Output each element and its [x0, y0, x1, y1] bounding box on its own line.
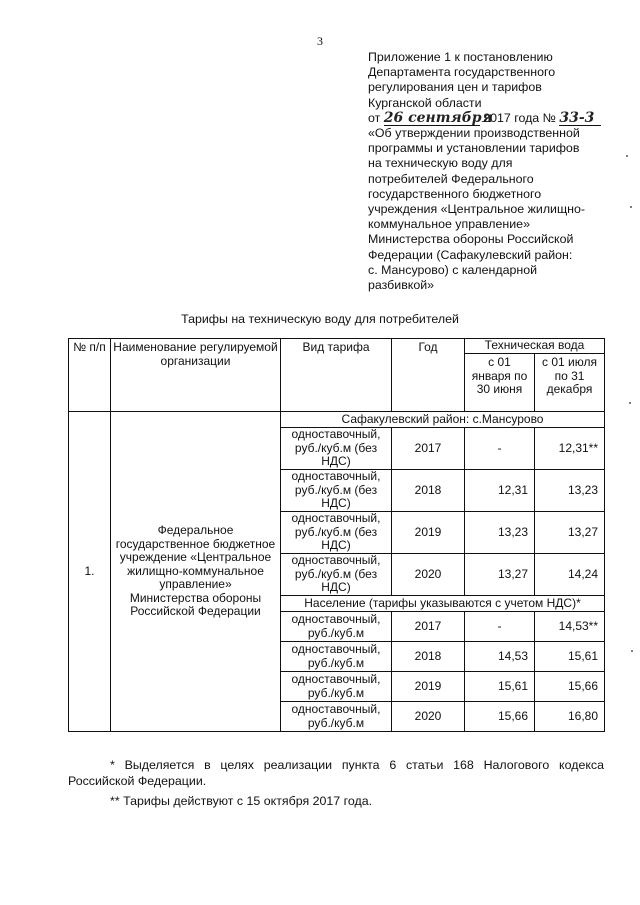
scan-speck	[629, 402, 631, 404]
appendix-line: на техническую воду для	[368, 156, 513, 171]
organization-name: Федеральное государственное бюджетное учреждение «Центральное жилищно-коммунальное управление»	[115, 523, 276, 592]
tariff-period2: 15,66	[535, 672, 605, 702]
tariff-period1: 15,66	[465, 702, 535, 732]
tariff-period1: -	[465, 612, 535, 642]
header-period2: с 01 июля по 31 декабря	[535, 354, 605, 412]
date-prefix: от	[368, 110, 381, 125]
tariff-period1: 14,53	[465, 642, 535, 672]
tariff-period2: 14,53**	[535, 612, 605, 642]
tariff-year: 2020	[392, 554, 465, 596]
scan-speck	[631, 650, 633, 652]
header-year: Год	[392, 339, 465, 412]
tariff-period1: -	[465, 428, 535, 470]
tariff-period2: 13,23	[535, 470, 605, 512]
tariff-year: 2020	[392, 702, 465, 732]
date-suffix: 2017 года №	[483, 110, 556, 125]
appendix-date-line	[368, 111, 618, 126]
tariff-period1: 15,61	[465, 672, 535, 702]
appendix-line: потребителей Федерального	[368, 171, 534, 186]
tariff-type: одноставочный, руб./куб.м (без НДС)	[281, 554, 392, 596]
row-number: 1.	[69, 412, 111, 732]
tariff-type: одноставочный, руб./куб.м	[281, 702, 392, 732]
tariff-year: 2018	[392, 642, 465, 672]
table-title: Тарифы на техническую воду для потребителей	[181, 312, 459, 326]
tariff-period2: 16,80	[535, 702, 605, 732]
header-period1: с 01 января по 30 июня	[465, 354, 535, 412]
header-org: Наименование регулируемой организации	[111, 339, 281, 412]
organization-cell	[111, 412, 281, 732]
appendix-line: разбивкой»	[368, 278, 435, 293]
tariff-year: 2017	[392, 428, 465, 470]
section-title: Сафакулевский район: с.Мансурово	[281, 412, 605, 428]
page-number: 3	[317, 34, 323, 48]
number-handwritten-field	[559, 109, 601, 126]
tariff-period2: 14,24	[535, 554, 605, 596]
scan-speck	[630, 206, 632, 208]
appendix-line: Курганской области	[368, 95, 482, 110]
table-section-row	[69, 412, 605, 428]
tariff-year: 2019	[392, 512, 465, 554]
tariff-year: 2019	[392, 672, 465, 702]
appendix-line: регулирования цен и тарифов	[368, 80, 542, 95]
date-handwritten: 26 сентября	[383, 109, 493, 126]
date-handwritten-field	[383, 109, 493, 126]
tariff-period2: 12,31**	[535, 428, 605, 470]
footnote-effective-date: ** Тарифы действуют с 15 октября 2017 года.	[110, 794, 373, 808]
header-group: Техническая вода	[465, 339, 605, 354]
tariff-period1: 13,23	[465, 512, 535, 554]
scan-speck	[626, 155, 628, 157]
appendix-line: Департамента государственного	[368, 65, 556, 80]
appendix-line: учреждения «Центральное жилищно-	[368, 202, 586, 217]
tariff-table	[68, 338, 605, 732]
tariff-type: одноставочный, руб./куб.м	[281, 642, 392, 672]
appendix-header	[368, 50, 618, 293]
tariff-year: 2017	[392, 612, 465, 642]
appendix-line: государственного бюджетного	[368, 186, 542, 201]
appendix-line: Приложение 1 к постановлению	[368, 50, 553, 64]
tariff-type: одноставочный, руб./куб.м (без НДС)	[281, 512, 392, 554]
appendix-line: Федерации (Сафакулевский район:	[368, 247, 573, 262]
organization-ministry: Министерства обороны Российской Федерации	[129, 590, 262, 619]
appendix-line: программы и установлении тарифов	[368, 141, 580, 156]
tariff-type: одноставочный, руб./куб.м (без НДС)	[281, 470, 392, 512]
tariff-period1: 12,31	[465, 470, 535, 512]
tariff-type: одноставочный, руб./куб.м	[281, 672, 392, 702]
appendix-line: коммунальное управление»	[368, 217, 530, 232]
footnote-vat: * Выделяется в целях реализации пункта 6 статьи 168 Налогового кодекса Российской Федерации.	[68, 758, 604, 788]
tariff-type: одноставочный, руб./куб.м	[281, 612, 392, 642]
table-header-row	[69, 339, 605, 354]
tariff-period2: 15,61	[535, 642, 605, 672]
tariff-type: одноставочный, руб./куб.м (без НДС)	[281, 428, 392, 470]
tariff-year: 2018	[392, 470, 465, 512]
tariff-period2: 13,27	[535, 512, 605, 554]
number-handwritten: 33-3	[559, 109, 595, 126]
appendix-line: «Об утверждении производственной	[368, 126, 580, 141]
tariff-period1: 13,27	[465, 554, 535, 596]
appendix-line: Министерства обороны Российской	[368, 232, 574, 247]
appendix-line: с. Мансурово) с календарной	[368, 262, 538, 277]
header-num: № п/п	[69, 339, 111, 412]
section-title: Население (тарифы указываются с учетом НДС)*	[281, 596, 605, 612]
footnotes	[68, 757, 604, 809]
header-type: Вид тарифа	[281, 339, 392, 412]
